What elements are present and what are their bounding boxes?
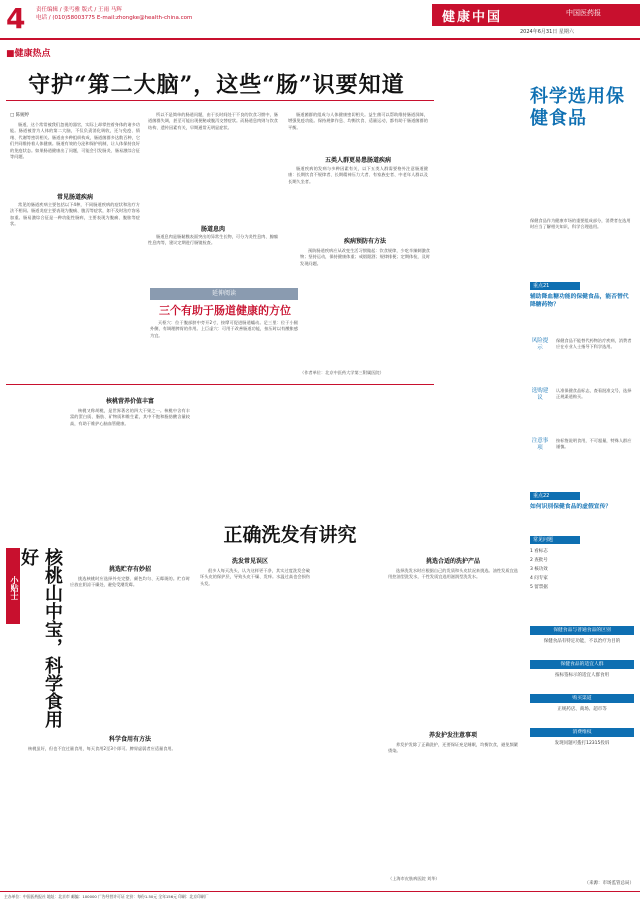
paragraph: 肠道菌群的组成与人体健康密切相关。益生菌可以帮助维持肠道屏障，增强免疫功能。保持规律作息、均衡饮食、适量运动，都有助于肠道菌群的平衡。 — [288, 112, 428, 130]
paragraph: 肠道，这个常常被我们忽视的器官，实际上却掌控着身体的诸多功能。肠道被誉为人体的第二大脑，不仅负责消化吸收，还与免疫、情绪、代谢等密切相关。肠道由多种组织构成，肠道菌群多达数百种，它们共同维持着人体健康。肠道有效的分泌和保护机制，让人体保持良好的免疫状态。如果肠道健康出了问题，可能会引发肠炎、肠易激综合征等问题。 — [10, 122, 140, 160]
author-note-2 — [388, 876, 518, 884]
article-column-1b — [10, 202, 140, 280]
paragraph: 选择洗发水时应根据自己的发质和头皮状况来挑选。油性发质宜选用控油型洗发水，干性发质宜选用滋润型洗发水。 — [388, 568, 518, 580]
subheading: 五类人群更易患肠道疾病 — [324, 157, 391, 164]
paper-name: 中国医药报 — [566, 9, 601, 17]
sidebar — [526, 46, 636, 886]
tip-headline: 核桃山中宝，科学食用好 — [18, 548, 63, 728]
subheading: 挑选合适的洗护产品 — [425, 558, 480, 565]
page-header — [0, 0, 640, 40]
sidebar-block-head: 重点22 — [530, 492, 580, 500]
sidebar-title: 科学选用保健食品 — [530, 86, 625, 129]
sidebar-block-title: 如何识别保健食品的虚假宣传？ — [530, 504, 612, 510]
subheading: 肠道息肉 — [200, 226, 225, 233]
article2-text-3 — [388, 742, 518, 872]
title-rule — [6, 100, 434, 101]
sidebar-intro: 保健食品作为健康市场的重要组成部分，消费者在选用时应当了解相关知识，科学合理选用。 — [530, 218, 631, 230]
tip-text-3 — [20, 746, 190, 884]
contact-line: 电话 / (010)58003775 E-mail:zhongke@health-china.com — [36, 15, 193, 21]
paragraph: 肠道息肉是肠黏膜表面突出的异常生长物，可分为炎性息肉、腺瘤性息肉等，建议定期进行肠镜检查。 — [148, 234, 278, 246]
sidebar-source: （来源：市场监管总局） — [584, 881, 634, 886]
box-headline: 三个有助于肠道健康的方位 — [159, 304, 291, 317]
box-text — [150, 320, 298, 370]
paragraph: 所以不是简单的肠道问题，由于长时间处于不良的饮食习惯中，肠道菌群失调，甚至可能出现便秘或腹泻交替症状。而肠道息肉则与饮食结构、遗传因素有关，早期通常无明显症状。 — [148, 112, 278, 130]
info-bar-text: 按标签标示的适宜人群食用 — [555, 673, 609, 678]
sidebar-side-text: 认准保健食品标志，查看批准文号，选择正规渠道购买。 — [556, 388, 632, 400]
sidebar-side-label: 选购建议 — [531, 388, 549, 401]
checklist-item: 3 核功效 — [530, 567, 548, 572]
author-affiliation: （作者单位：北京中医药大学第三附属医院） — [300, 370, 384, 375]
article2-text-2 — [388, 568, 518, 718]
checklist-item: 4 问专家 — [530, 576, 548, 581]
paragraph: 养发护发除了正确洗护，还要保证充足睡眠，均衡饮食，避免频繁烫染。 — [388, 742, 518, 754]
page-footer: 主办单位：中国医药报社 地址：北京市 邮编：100000 广告经营许可证 定价：每份1.50元 全年156元 印刷：北京印刷厂 — [0, 891, 640, 903]
info-bar-text: 发现问题可拨打12315投诉 — [554, 741, 610, 746]
sidebar-side-text: 保健食品不能替代药物治疗疾病，消费者应在专业人士指导下科学选用。 — [556, 338, 632, 350]
info-bar: 消费维权 — [530, 728, 634, 737]
sidebar-side-text: 按标签说明食用，不可超量，特殊人群应谨慎。 — [556, 438, 632, 450]
paragraph: 挑选核桃时应选择外壳完整、颜色均匀、无霉斑的。贮存时应放在阴凉干燥处，避免受潮发霉。 — [70, 576, 190, 588]
paragraph: 很多人每天洗头，认为这样更干净，其实过度洗发会破坏头皮的保护层，导致头皮干燥、发痒。水温过高也会损伤头发。 — [200, 568, 310, 586]
paragraph: 预防肠道疾病应从改变生活习惯做起：饮食规律，少吃辛辣刺激食物；坚持运动，保持健康体重；戒烟限酒；规律排便；定期体检，及时发现问题。 — [300, 248, 430, 266]
tip-tag: 小贴士 — [6, 548, 20, 624]
header-rule — [0, 38, 640, 40]
subheading: 常见肠道疾病 — [56, 194, 93, 201]
paragraph: 肠道疾病的发病与多种因素有关，以下五类人群需要格外注意肠道健康：长期饮食不规律者、长期精神压力大者、有家族史者、中老年人群以及长期久坐者。 — [288, 166, 428, 184]
subheading: 科学食用有方法 — [108, 736, 151, 743]
editor-line: 责任编辑 / 张丐雅 版式 / 王雨 马辉 — [36, 7, 122, 13]
section-divider — [6, 384, 434, 385]
tip-text-2 — [70, 576, 190, 726]
checklist-item: 1 看标志 — [530, 549, 548, 554]
subheading: 洗发常见误区 — [231, 558, 268, 565]
extended-reading-tag — [150, 288, 298, 300]
article-column-2 — [148, 112, 278, 222]
article2-text-1 — [200, 568, 310, 878]
checklist-item: 2 查批号 — [530, 558, 548, 563]
paragraph: 天枢穴：位于腹部脐中旁开2寸，按摩可促进肠道蠕动。足三里：位于小腿外侧，有调理脾胃的作用。上巨虚穴：可用于改善肠道功能，按压时以有酸胀感为宜。 — [150, 320, 298, 338]
section-title: 健康中国 — [442, 10, 503, 25]
column-label: ■健康热点 — [6, 49, 51, 59]
sidebar-side-label: 注意事项 — [531, 438, 549, 451]
sidebar-side-label: 风险提示 — [531, 338, 549, 351]
byline: □ 陈婉婷 — [10, 113, 30, 118]
disease-text — [300, 248, 430, 358]
paragraph: 常见的肠道疾病主要包括以下4种，不同肠道疾病的症状和治疗方法不相同。肠道炎症主要表现为腹痛、腹泻等症状，如不及时治疗容易加重。肠易激综合征是一种功能性肠病，主要表现为腹痛、腹胀等症状。 — [10, 202, 140, 227]
info-bar: 保健食品的适宜人群 — [530, 660, 634, 669]
editor-meta — [36, 6, 192, 22]
info-bar-text: 保健食品有特定功能，不以治疗为目的 — [543, 639, 621, 644]
tip-text-1 — [70, 408, 190, 558]
extended-reading-label: 延伸阅读 — [211, 290, 236, 297]
sidebar-block-title: 辅助降血糖功能的保健食品，能否替代降糖药物？ — [530, 294, 629, 308]
info-bar: 购买渠道 — [530, 694, 634, 703]
page-number: 4 — [6, 2, 26, 35]
article-column-2b — [148, 234, 278, 284]
subheading: 挑选贮存有妙招 — [108, 566, 151, 573]
sidebar-block-head: 重点21 — [530, 282, 580, 290]
article2-headline: 正确洗发有讲究 — [223, 524, 357, 546]
paragraph: 核桃又称胡桃，是世界著名的四大干果之一。核桃中含有丰富的蛋白质、脂肪、矿物质和维生素，其中不饱和脂肪酸含量较高，有助于维护心脑血管健康。 — [70, 408, 190, 426]
main-headline: 守护“第二大脑”，这些“肠”识要知道 — [28, 72, 405, 98]
checklist-head: 常见问题 — [530, 536, 580, 544]
subheading: 疾病预防有方法 — [343, 238, 386, 245]
author-affiliation: （上海市皮肤病医院 刘华） — [388, 876, 440, 881]
subheading: 核桃营养价值丰富 — [105, 398, 154, 405]
issue-date: 2024年6月31日 星期六 — [520, 29, 574, 35]
subheading: 养发护发注意事项 — [428, 732, 477, 739]
info-bar-text: 正规药店、商场、超市等 — [557, 707, 607, 712]
paragraph: 核桃虽好，但也不宜过量食用，每天食用2至3个即可。脾胃虚弱者应适量食用。 — [28, 746, 176, 751]
info-bar: 保健食品与普通食品的区别 — [530, 626, 634, 635]
checklist-item: 5 留票据 — [530, 585, 548, 590]
author-note — [300, 370, 430, 378]
